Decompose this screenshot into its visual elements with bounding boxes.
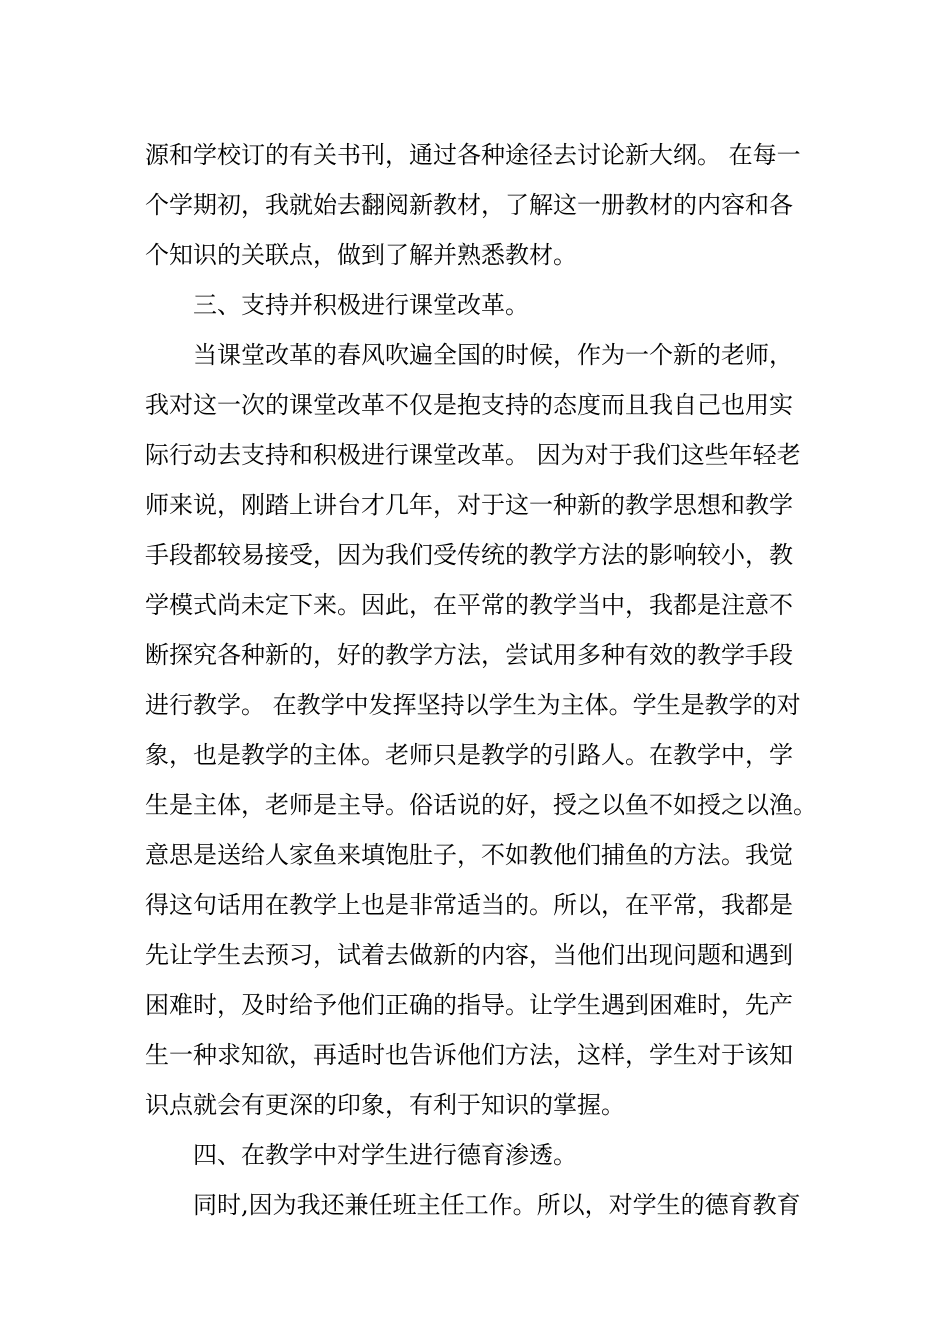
body-line: 意思是送给人家鱼来填饱肚子，不如教他们捕鱼的方法。我觉 — [145, 841, 793, 869]
body-line: 得这句话用在教学上也是非常适当的。所以，在平常，我都是 — [145, 891, 793, 919]
body-line: 困难时，及时给予他们正确的指导。让学生遇到困难时，先产 — [145, 991, 793, 1019]
body-line: 我对这一次的课堂改革不仅是抱支持的态度而且我自己也用实 — [145, 391, 793, 419]
body-line: 识点就会有更深的印象，有利于知识的掌握。 — [145, 1091, 625, 1119]
body-line: 学模式尚未定下来。因此，在平常的教学当中，我都是注意不 — [145, 591, 793, 619]
body-line: 手段都较易接受，因为我们受传统的教学方法的影响较小，教 — [145, 541, 793, 569]
body-line: 生是主体，老师是主导。俗话说的好，授之以鱼不如授之以渔。 — [145, 791, 817, 819]
body-line: 个知识的关联点，做到了解并熟悉教材。 — [145, 241, 577, 269]
body-line: 个学期初，我就始去翻阅新教材，了解这一册教材的内容和各 — [145, 191, 793, 219]
body-line: 际行动去支持和积极进行课堂改革。 因为对于我们这些年轻老 — [145, 441, 801, 469]
body-line: 进行教学。 在教学中发挥坚持以学生为主体。学生是教学的对 — [145, 691, 801, 719]
paragraph-first-line: 同时,因为我还兼任班主任工作。所以，对学生的德育教育 — [193, 1191, 801, 1219]
body-line: 先让学生去预习，试着去做新的内容，当他们出现问题和遇到 — [145, 941, 793, 969]
body-line: 象，也是教学的主体。老师只是教学的引路人。在教学中，学 — [145, 741, 793, 769]
body-line: 断探究各种新的，好的教学方法，尝试用多种有效的教学手段 — [145, 641, 793, 669]
body-line: 生一种求知欲，再适时也告诉他们方法，这样，学生对于该知 — [145, 1041, 793, 1069]
body-line: 师来说，刚踏上讲台才几年，对于这一种新的教学思想和教学 — [145, 491, 793, 519]
section-heading: 三、支持并积极进行课堂改革。 — [193, 291, 529, 319]
body-line: 源和学校订的有关书刊，通过各种途径去讨论新大纲。 在每一 — [145, 141, 801, 169]
paragraph-first-line: 当课堂改革的春风吹遍全国的时候，作为一个新的老师， — [193, 341, 793, 369]
section-heading: 四、在教学中对学生进行德育渗透。 — [193, 1141, 577, 1169]
